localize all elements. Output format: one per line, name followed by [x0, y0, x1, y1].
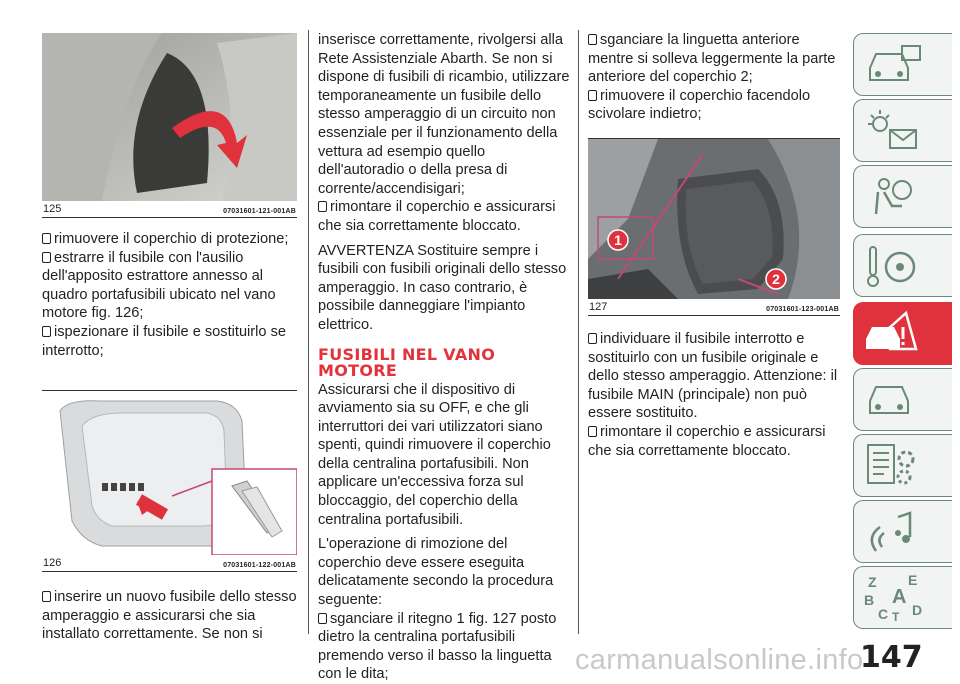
figure-126-image — [42, 390, 297, 555]
technical-data-icon — [862, 441, 922, 491]
checkbox-bullet-icon — [42, 233, 51, 244]
maintenance-icon — [862, 375, 922, 425]
tab-emergency[interactable] — [853, 302, 952, 365]
svg-text:T: T — [892, 610, 900, 624]
checkbox-bullet-icon — [588, 90, 597, 101]
watermark-text: carmanualsonline.info — [575, 644, 864, 676]
figure-code: 07031601-122-001AB — [223, 562, 296, 570]
checkbox-bullet-icon — [42, 326, 51, 337]
checkbox-bullet-icon — [42, 252, 51, 263]
index-icon — [862, 571, 932, 625]
tab-car-dashboard[interactable] — [853, 33, 952, 96]
paragraph: Assicurarsi che il dispositivo di avviamento sia su OFF, e che gli interruttori dei vari utilizzatori siano spenti, quindi rimuovere il coperchio della centralina portafusibili. Non applicare un'eccessiva forza sul bloccaggio, del coperchio della centralina portafusibili. — [318, 381, 551, 528]
tab-airbag[interactable] — [853, 165, 952, 228]
figure-126-caption — [42, 555, 297, 572]
figure-number: 127 — [589, 300, 608, 313]
svg-text:D: D — [912, 602, 923, 618]
checkbox-bullet-icon — [318, 613, 327, 624]
tab-technical-data[interactable] — [853, 434, 952, 497]
figure-code: 07031601-123-001AB — [766, 305, 839, 313]
column-1-text-bottom — [42, 588, 297, 644]
tab-index[interactable] — [853, 566, 952, 629]
checkbox-bullet-icon — [588, 34, 597, 45]
emergency-icon — [862, 309, 922, 359]
list-item: rimuovere il coperchio di protezione; — [42, 230, 297, 249]
paragraph: L'operazione di rimozione del coperchio deve essere eseguita delicatamente secondo la procedura seguente: — [318, 536, 554, 609]
column-1 — [42, 0, 297, 644]
column-3 — [588, 0, 840, 460]
column-1-text-top — [42, 230, 297, 360]
checkbox-bullet-icon — [588, 333, 597, 344]
figure-125-caption — [42, 201, 297, 218]
list-item: rimontare il coperchio e assicurarsi che sia correttamente bloccato. — [588, 423, 826, 459]
list-item: individuare il fusibile interrotto e sostituirlo con un fusibile originale e dello stesso amperaggio. Attenzione: il fusibile MAIN (principale) non può essere sostituito. — [588, 330, 838, 422]
section-title: FUSIBILI NEL VANO MOTORE — [318, 344, 496, 380]
list-item: sganciare il ritegno 1 fig. 127 posto dietro la centralina portafusibili premendo verso il basso la linguetta con le dita; — [318, 610, 557, 683]
column-divider — [578, 30, 579, 634]
warning-paragraph: AVVERTENZA Sostituire sempre i fusibili con fusibili originali dello stesso amperaggio. In caso contrario, è possibile danneggiare l'impianto elettrico. — [318, 242, 567, 333]
airbag-icon — [862, 172, 922, 222]
paragraph: inserisce correttamente, rivolgersi alla Rete Assistenziale Abarth. Se non si dispone di fusibili di ricambio, utilizzare temporaneamente un fusibile dello stesso amperaggio di un circuito non essenziale per il funzionamento della vettura ad esempio quello dell'autoradio o della presa di corrente/accendisigari; — [318, 32, 570, 197]
page-number: 147 — [860, 640, 923, 675]
svg-text:E: E — [908, 572, 918, 588]
checkbox-bullet-icon — [588, 426, 597, 437]
tab-maintenance[interactable] — [853, 368, 952, 431]
svg-text:Z: Z — [868, 574, 877, 590]
tab-multimedia[interactable] — [853, 500, 952, 563]
figure-125-image — [42, 33, 297, 201]
list-item: sganciare la linguetta anteriore mentre si solleva leggermente la parte anteriore del coperchio 2; — [588, 32, 836, 86]
svg-text:A: A — [892, 586, 907, 608]
checkbox-bullet-icon — [318, 201, 327, 212]
figure-number: 125 — [43, 203, 62, 215]
checkbox-bullet-icon — [42, 591, 51, 602]
multimedia-icon — [862, 507, 922, 557]
svg-text:B: B — [864, 592, 875, 608]
list-item: rimuovere il coperchio facendolo scivolare indietro; — [588, 87, 811, 123]
callout-2: 2 — [772, 270, 780, 287]
list-item: rimontare il coperchio e assicurarsi che sia correttamente bloccato. — [318, 199, 556, 234]
column-divider — [308, 30, 309, 634]
key-steering-icon — [862, 241, 922, 291]
list-item: ispezionare il fusibile e sostituirlo se interrotto; — [42, 323, 286, 359]
warning-lights-icon — [862, 106, 922, 156]
svg-text:C: C — [878, 606, 889, 622]
figure-number: 126 — [43, 557, 62, 570]
tab-warning-lights[interactable] — [853, 99, 952, 162]
tab-key-steering[interactable] — [853, 234, 952, 297]
car-dashboard-icon — [862, 40, 922, 90]
list-item: inserire un nuovo fusibile dello stesso amperaggio e assicurarsi che sia installato correttamente. Se non si — [42, 589, 297, 643]
column-2 — [318, 0, 574, 684]
figure-127-image — [588, 138, 840, 299]
list-item: estrarre il fusibile con l'ausilio dell'apposito estrattore annesso al quadro portafusibili ubicato nel vano motore fig. 126; — [42, 249, 276, 322]
callout-1: 1 — [614, 231, 622, 248]
figure-127-caption — [588, 299, 840, 316]
figure-code: 07031601-121-001AB — [223, 208, 296, 215]
